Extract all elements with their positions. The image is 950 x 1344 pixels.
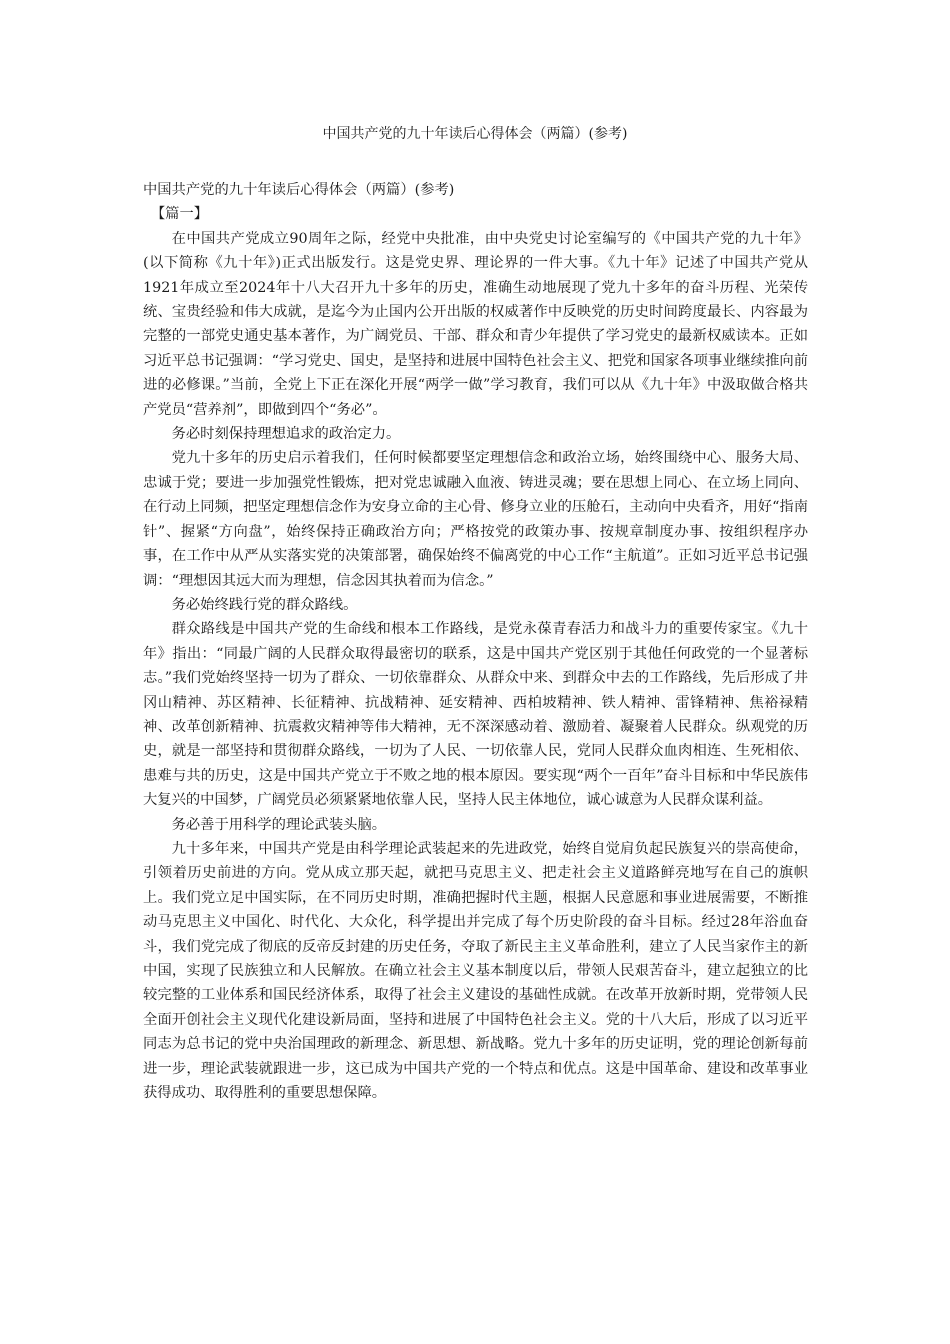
document-subtitle: 中国共产党的九十年读后心得体会（两篇）(参考) [143, 182, 455, 198]
paragraph-political-resolve: 党九十多年的历史启示着我们，任何时候都要坚定理想信念和政治立场，始终围绕中心、服务大局、忠诚于党；要进一步加强党性锻炼，把对党忠诚融入血液、铸进灵魂；要在思想上同心、在立场上同向、在行动上同频，把坚定理想信念作为安身立命的主心骨、修身立业的压舱石，主动向中央看齐，用好“指南针”、握紧“方向盘”，始终保持正确政治方向；严格按党的政策办事、按规章制度办事、按组织程序办事，在工作中从严从实落实党的决策部署，确保始终不偏离党的中心工作“主航道”。正如习近平总书记强调：“理想因其远大而为理想，信念因其执着而为信念。” [143, 450, 808, 589]
section-label: 【篇一】 [150, 206, 209, 223]
paragraph-intro: 在中国共产党成立90周年之际，经党中央批准，由中央党史讨论室编写的《中国共产党的九十年》(以下简称《九十年》)正式出版发行。这是党史界、理论界的一件大事。《九十年》记述了中国共产党从1921年成立至2024年十八大召开九十多年的历史，准确生动地展现了党九十多年的奋斗历程、光荣传统、宝贵经验和伟大成就，是迄今为止国内公开出版的权威著作中反映党的历史时间跨度最长、内容最为完整的一部党史通史基本著作，为广阔党员、干部、群众和青少年提供了学习党史的最新权威读本。正如习近平总书记强调：“学习党史、国史，是坚持和进展中国特色社会主义、把党和国家各项事业继续推向前进的必修课。”当前，全党上下正在深化开展“两学一做”学习教育，我们可以从《九十年》中汲取做合格共产党员“营养剂”，即做到四个“务必”。 [143, 230, 808, 418]
paragraph-scientific-theory: 九十多年来，中国共产党是由科学理论武装起来的先进政党，始终自觉肩负起民族复兴的崇高使命，引领着历史前进的方向。党从成立那天起，就把马克思主义、把走社会主义道路鲜亮地写在自己的旗帜上。我们党立足中国实际，在不同历史时期，准确把握时代主题，根据人民意愿和事业进展需要，不断推动马克思主义中国化、时代化、大众化，科学提出并完成了每个历史阶段的奋斗目标。经过28年浴血奋斗，我们党完成了彻底的反帝反封建的历史任务，夺取了新民主主义革命胜利，建立了人民当家作主的新中国，实现了民族独立和人民解放。在确立社会主义基本制度以后，带领人民艰苦奋斗，建立起独立的比较完整的工业体系和国民经济体系，取得了社会主义建设的基础性成就。在改革开放新时期，党带领人民全面开创社会主义现代化建设新局面，坚持和进展了中国特色社会主义。党的十八大后，形成了以习近平同志为总书记的党中央治国理政的新理念、新思想、新战略。党九十多年的历史证明，党的理论创新每前进一步，理论武装就跟进一步，这已成为中国共产党的一个特点和优点。这是中国革命、建设和改革事业获得成功、取得胜利的重要思想保障。 [143, 840, 808, 1102]
heading-political-resolve: 务必时刻保持理想追求的政治定力。 [171, 426, 401, 443]
heading-mass-line: 务必始终践行党的群众路线。 [171, 596, 358, 613]
heading-scientific-theory: 务必善于用科学的理论武装头脑。 [171, 816, 387, 833]
document-body [143, 178, 808, 1105]
paragraph-mass-line: 群众路线是中国共产党的生命线和根本工作路线，是党永葆青春活力和战斗力的重要传家宝。《九十年》指出：“同最广阔的人民群众取得最密切的联系，这是中国共产党区别于其他任何政党的一个显著标志。”我们党始终坚持一切为了群众、一切依靠群众、从群众中来、到群众中去的工作路线，先后形成了井冈山精神、苏区精神、长征精神、抗战精神、延安精神、西柏坡精神、铁人精神、雷锋精神、焦裕禄精神、改革创新精神、抗震救灾精神等伟大精神，无不深深感动着、激励着、凝聚着人民群众。纵观党的历史，就是一部坚持和贯彻群众路线，一切为了人民、一切依靠人民，党同人民群众血肉相连、生死相依、患难与共的历史，这是中国共产党立于不败之地的根本原因。要实现“两个一百年”奋斗目标和中华民族伟大复兴的中国梦，广阔党员必须紧紧地依靠人民，坚持人民主体地位，诚心诚意为人民群众谋利益。 [143, 621, 808, 809]
document-title: 中国共产党的九十年读后心得体会（两篇）(参考) [322, 126, 628, 142]
